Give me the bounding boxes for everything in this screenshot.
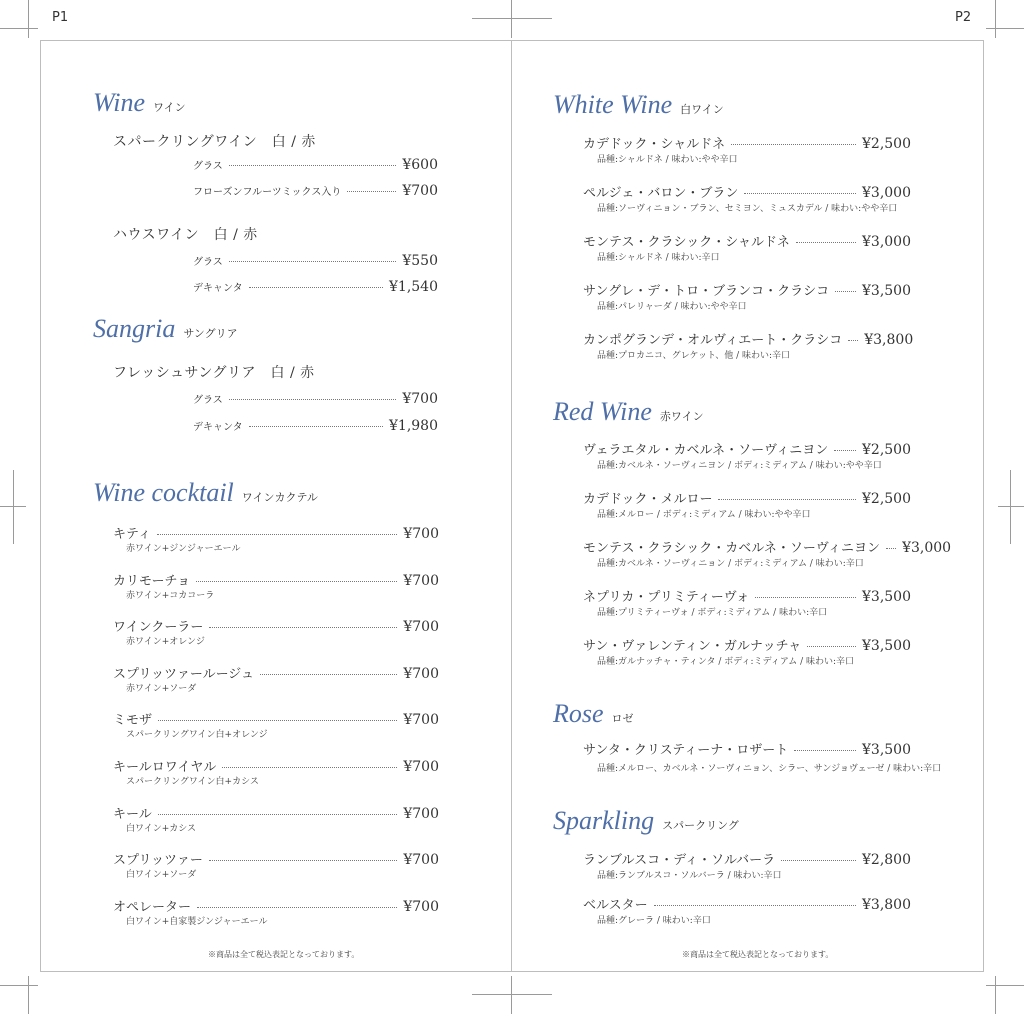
- crop-mark: [0, 985, 38, 986]
- item-price: ¥550: [402, 253, 438, 269]
- item-price: ¥700: [403, 852, 439, 869]
- dot-leader: [807, 646, 856, 647]
- section-title-wine-cocktail: [93, 478, 318, 508]
- menu-item: [583, 635, 911, 654]
- crop-mark: [472, 18, 552, 19]
- item-name: デキャンタ: [193, 283, 243, 294]
- item-price: ¥2,500: [862, 136, 911, 152]
- dot-leader: [886, 548, 896, 549]
- item-name: グラス: [193, 257, 223, 268]
- item-price: ¥700: [403, 805, 439, 822]
- crop-mark: [472, 994, 552, 995]
- item-price: ¥700: [402, 183, 438, 199]
- item-name: スプリッツァールージュ: [113, 666, 255, 682]
- item-name: ネプリカ・プリミティーヴォ: [583, 590, 750, 605]
- section-title-sangria: [93, 314, 238, 344]
- item-description: 白ワイン+ソーダ: [126, 870, 197, 881]
- menu-item: [113, 896, 439, 915]
- item-name: ベルスター: [583, 898, 648, 913]
- section-title-en: Wine: [93, 88, 145, 117]
- item-name: カデドック・メルロー: [583, 492, 713, 507]
- item-description: 白ワイン+自家製ジンジャーエール: [126, 916, 268, 927]
- tax-note: ※商品は全て税込表記となっております。: [682, 950, 834, 959]
- item-price: ¥700: [403, 572, 439, 589]
- dot-leader: [654, 905, 856, 906]
- dot-leader: [835, 291, 856, 292]
- item-price: ¥600: [402, 157, 438, 173]
- item-price: ¥3,800: [862, 897, 911, 913]
- menu-item: [583, 849, 911, 868]
- menu-item: [583, 231, 911, 250]
- dot-leader: [229, 399, 397, 400]
- item-price: ¥1,980: [389, 418, 438, 434]
- dot-leader: [796, 242, 856, 243]
- dot-leader: [158, 814, 398, 815]
- item-description: 品種:カベルネ・ソーヴィニョン / ボディ:ミディアム / 味わい:辛口: [597, 559, 864, 569]
- item-description: 品種:グレーラ / 味わい:辛口: [597, 916, 711, 926]
- menu-item: [583, 488, 911, 507]
- dot-leader: [229, 261, 397, 262]
- menu-item: [583, 537, 952, 556]
- item-description: 赤ワイン+オレンジ: [126, 637, 205, 648]
- item-price: ¥3,500: [862, 638, 911, 654]
- menu-item: [193, 253, 438, 269]
- item-description: 品種:パレリャーダ / 味わい:やや辛口: [597, 302, 747, 312]
- menu-item: [583, 280, 911, 299]
- dot-leader: [744, 193, 856, 194]
- item-name: グラス: [193, 161, 223, 172]
- crop-mark: [995, 976, 996, 1014]
- section-title-en: Wine cocktail: [93, 478, 234, 507]
- dot-leader: [222, 767, 397, 768]
- dot-leader: [196, 581, 397, 582]
- group-heading: フレッシュサングリア 白 / 赤: [113, 365, 315, 381]
- item-price: ¥3,000: [902, 540, 952, 556]
- item-description: 品種:メルロー / ボディ:ミディアム / 味わい:やや辛口: [597, 510, 811, 520]
- page-spine: [511, 40, 512, 972]
- item-name: キティ: [113, 527, 151, 542]
- item-name: サンタ・クリスティーナ・ロザート: [583, 743, 789, 758]
- dot-leader: [834, 450, 856, 451]
- dot-leader: [157, 534, 397, 535]
- tax-note: ※商品は全て税込表記となっております。: [208, 950, 360, 959]
- section-title-red-wine: [553, 397, 704, 427]
- dot-leader: [249, 287, 383, 288]
- section-title-en: Sparkling: [553, 806, 655, 835]
- item-name: キール: [113, 806, 152, 822]
- item-price: ¥3,500: [862, 589, 911, 605]
- item-name: スプリッツァー: [113, 853, 203, 869]
- menu-item: [113, 803, 439, 822]
- dot-leader: [718, 499, 856, 500]
- item-price: ¥700: [402, 391, 438, 407]
- item-name: ヴェラエタル・カベルネ・ソーヴィニヨン: [583, 443, 829, 458]
- menu-item: [583, 894, 911, 913]
- crop-mark: [511, 0, 512, 38]
- section-title-ja: 白ワイン: [680, 103, 724, 116]
- section-title-ja: スパークリング: [662, 819, 739, 832]
- dot-leader: [209, 627, 397, 628]
- dot-leader: [755, 597, 856, 598]
- crop-mark: [511, 976, 512, 1014]
- item-price: ¥3,000: [862, 185, 911, 201]
- section-title-ja: 赤ワイン: [659, 410, 704, 423]
- section-title-en: Rose: [553, 699, 604, 728]
- section-title-rose: [553, 699, 634, 729]
- item-price: ¥700: [403, 712, 439, 729]
- dot-leader: [209, 860, 398, 861]
- crop-mark: [986, 28, 1024, 29]
- crop-mark: [986, 985, 1024, 986]
- menu-item: [193, 418, 438, 434]
- dot-leader: [197, 907, 397, 908]
- section-title-ja: ワイン: [153, 101, 186, 114]
- item-price: ¥3,500: [862, 742, 911, 758]
- item-description: 品種:ランブルスコ・ソルバーラ / 味わい:辛口: [597, 871, 782, 881]
- item-price: ¥1,540: [389, 279, 438, 295]
- item-name: オペレーター: [113, 899, 192, 915]
- group-heading: スパークリングワイン 白 / 赤: [113, 134, 316, 150]
- dot-leader: [249, 426, 383, 427]
- crop-mark: [13, 470, 14, 544]
- group-heading: ハウスワイン 白 / 赤: [113, 227, 258, 243]
- item-description: 白ワイン+カシス: [126, 823, 197, 834]
- item-price: ¥700: [403, 526, 439, 542]
- item-name: ワインクーラー: [113, 620, 204, 636]
- section-title-wine: [93, 88, 186, 118]
- item-description: 品種:プロカニコ、グレケット、他 / 味わい:辛口: [597, 351, 791, 361]
- item-name: モンテス・クラシック・カベルネ・ソーヴィニヨン: [583, 541, 881, 556]
- item-description: 赤ワイン+ジンジャーエール: [126, 544, 241, 554]
- crop-mark: [28, 976, 29, 1014]
- menu-item: [113, 523, 439, 542]
- dot-leader: [731, 144, 856, 145]
- item-name: サングレ・デ・トロ・ブランコ・クラシコ: [583, 284, 830, 299]
- crop-mark: [998, 506, 1024, 507]
- item-price: ¥2,800: [862, 852, 911, 868]
- menu-item: [583, 329, 914, 348]
- section-title-ja: ロゼ: [611, 712, 634, 725]
- section-title-en: White Wine: [553, 90, 673, 119]
- dot-leader: [260, 674, 397, 675]
- menu-item: [193, 183, 438, 199]
- item-description: スパークリングワイン白+オレンジ: [126, 730, 268, 741]
- item-description: 品種:プリミティーヴォ / ボディ:ミディアム / 味わい:辛口: [597, 608, 828, 618]
- item-price: ¥3,800: [864, 332, 914, 348]
- menu-item: [583, 133, 911, 152]
- item-name: サン・ヴァレンティン・ガルナッチャ: [583, 639, 802, 654]
- menu-item: [193, 391, 438, 407]
- section-title-en: Red Wine: [553, 397, 652, 426]
- item-description: 赤ワイン+コカコーラ: [126, 590, 215, 601]
- item-price: ¥700: [403, 619, 439, 636]
- item-name: カデドック・シャルドネ: [583, 137, 726, 152]
- dot-leader: [848, 340, 858, 341]
- item-name: モンテス・クラシック・シャルドネ: [583, 235, 790, 250]
- section-title-ja: ワインカクテル: [241, 491, 318, 504]
- item-name: カリモーチョ: [113, 573, 191, 589]
- item-name: デキャンタ: [193, 422, 243, 433]
- item-description: 品種:カベルネ・ソーヴィニヨン / ボディ:ミディアム / 味わい:やや辛口: [597, 461, 882, 471]
- crop-mark: [1010, 470, 1011, 544]
- item-description: 品種:シャルドネ / 味わい:辛口: [597, 253, 720, 263]
- crop-mark: [28, 0, 29, 38]
- menu-item: [193, 279, 438, 295]
- page-label-left: P1: [52, 10, 69, 25]
- menu-item: [583, 439, 911, 458]
- dot-leader: [781, 860, 856, 861]
- section-title-sparkling: [553, 806, 739, 836]
- item-name: ランブルスコ・ディ・ソルバーラ: [583, 853, 776, 868]
- item-description: 品種:ガルナッチャ・ティンタ / ボディ:ミディアム / 味わい:辛口: [597, 657, 855, 667]
- item-description: 品種:シャルドネ / 味わい:やや辛口: [597, 155, 738, 165]
- crop-mark: [995, 0, 996, 38]
- item-price: ¥3,500: [862, 283, 911, 299]
- item-price: ¥3,000: [862, 234, 911, 250]
- menu-item: [113, 663, 439, 682]
- item-name: グラス: [193, 395, 223, 406]
- item-name: フローズンフルーツミックス入り: [193, 187, 342, 198]
- dot-leader: [794, 750, 856, 751]
- section-title-ja: サングリア: [183, 327, 238, 340]
- menu-item: [193, 157, 438, 173]
- item-price: ¥700: [403, 759, 439, 775]
- item-description: 品種:メルロー、カベルネ・ソーヴィニョン、シラー、サンジョヴェーゼ / 味わい:辛口: [597, 764, 942, 774]
- menu-item: [113, 709, 439, 728]
- section-title-en: Sangria: [93, 314, 176, 343]
- item-price: ¥700: [403, 898, 439, 915]
- page-label-right: P2: [955, 10, 972, 25]
- menu-item: [583, 739, 911, 758]
- menu-item: [113, 570, 439, 589]
- item-description: 品種:ソーヴィニョン・ブラン、セミヨン、ミュスカデル / 味わい:やや辛口: [597, 204, 898, 214]
- item-price: ¥700: [403, 665, 439, 682]
- section-title-white-wine: [553, 90, 724, 120]
- item-name: キールロワイヤル: [113, 760, 217, 775]
- item-price: ¥2,500: [862, 491, 911, 507]
- item-price: ¥2,500: [862, 442, 911, 458]
- item-description: 赤ワイン+ソーダ: [126, 683, 197, 694]
- dot-leader: [347, 191, 396, 192]
- dot-leader: [158, 720, 397, 721]
- menu-item: [583, 182, 911, 201]
- menu-item: [113, 849, 439, 868]
- item-name: カンポグランデ・オルヴィエート・クラシコ: [583, 333, 843, 348]
- menu-item: [583, 586, 911, 605]
- item-description: スパークリングワイン白+カシス: [126, 777, 259, 787]
- dot-leader: [229, 165, 397, 166]
- menu-item: [113, 756, 439, 775]
- item-name: ミモザ: [113, 713, 153, 729]
- menu-item: [113, 616, 439, 635]
- crop-mark: [0, 28, 38, 29]
- item-name: ペルジェ・バロン・ブラン: [583, 186, 739, 201]
